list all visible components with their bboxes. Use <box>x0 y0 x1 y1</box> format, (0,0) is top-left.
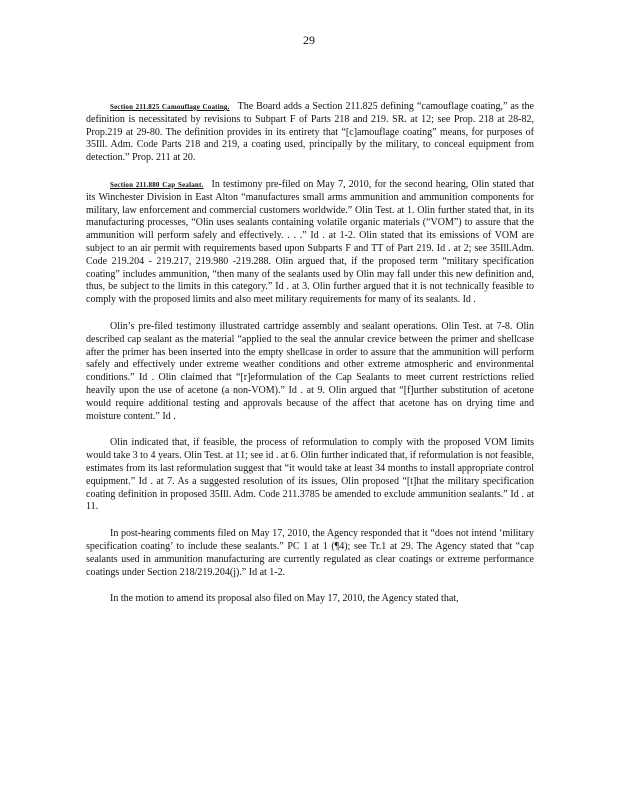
section-heading-211-825: Section 211.825 Camouflage Coating. <box>110 103 230 111</box>
page-number: 29 <box>303 33 315 47</box>
paragraph-camouflage-coating <box>86 101 534 165</box>
paragraph-agency-motion <box>86 593 534 606</box>
section-heading-211-880: Section 211.880 Cap Sealant. <box>110 180 204 189</box>
paragraph-olin-reformulation <box>86 437 534 514</box>
paragraph-text: In the motion to amend its proposal also filed on May 17, 2010, the Agency stated that, <box>110 593 459 605</box>
paragraph-text: Olin indicated that, if feasible, the process of reformulation to comply with the proposed VOM limits would take 3 to 4 years. Olin Test. at 11; see id . at 6. Olin further indicated that, if reformulation is not feasible, estimates from its last reformulation suggest that “it would take at least 34 months to install appropriate control equipment.” Id . at 7. As a suggested resolution of its issues, Olin proposed “[t]hat the military specification coating definition in proposed 35Ill. Adm. Code 211.3785 be amended to exclude ammunition sealants.” Id . at 11. <box>86 437 534 513</box>
paragraph-agency-comments <box>86 528 534 579</box>
document-body <box>86 101 534 620</box>
paragraph-text: Olin’s pre-filed testimony illustrated cartridge assembly and sealant operations. Olin Test. at 7-8. Olin described cap sealant as the material “applied to the seal the annular crevice between the primer and shellcase after the primer has been inserted into the empty shellcase in order to assure that the ammunition will perform safely and effectively under extreme weather conditions and other extreme atmospheric and environmental conditions.” Id . Olin claimed that “[r]eformulation of the Cap Sealants to meet current restrictions relied heavily upon the use of acetone (a non-VOM).” Id . at 9. Olin argued that “[f]urther substitution of acetone would require additional testing and approvals because of the affect that acetone has on drying time and moisture content.” Id . <box>86 320 534 422</box>
paragraph-text: In testimony pre-filed on May 7, 2010, for the second hearing, Olin stated that its Winchester Division in East Alton “manufactures small arms ammunition and ammunition components for military, law enforcement and commercial customers worldwide.” Olin Test. at 1. Olin further stated that, in its manufacturing processes, “Olin uses sealants containing volatile organic materials (“VOM”) to assure that the ammunition will perform safely and effectively. . . .” Id . at 1-2. Olin stated that its emissions of VOM are subject to an air permit with requirements based upon Subparts F and TT of Part 219. Id . at 2; see 35Ill.Adm. Code 219.204 - 219.217, 219.980 -219.288. Olin argued that, if the proposed term “military specification coating” includes ammunition, “then many of the sealants used by Olin may fall under this new definition and, thus, be subject to the limits in this category.” Id . at 3. Olin further argued that it is not technically feasible to comply with the proposed limits and also meet military requirements for many of its sealants. Id . <box>86 178 534 306</box>
paragraph-text: In post-hearing comments filed on May 17, 2010, the Agency responded that it “does not intend ‘military specification coating’ to include these sealants.” PC 1 at 1 (¶4); see Tr.1 at 29. The Agency stated that “cap sealants used in ammunition manufacturing are currently regulated as clear coatings or extreme performance coatings under Section 218/219.204(j).” Id at 1-2. <box>86 528 534 578</box>
paragraph-text: The Board adds a Section 211.825 defining “camouflage coating,” as the definition is necessitated by revisions to Subpart F of Parts 218 and 219. SR. at 12; see Prop. 218 at 28-82, Prop.219 at 29-80. The definition provides in its entirety that “[c]amouflage coating” means, for purposes of 35Ill. Adm. Code Parts 218 and 219, a coating used, principally by the military, to conceal equipment from detection.” Prop. 211 at 20. <box>86 101 534 164</box>
paragraph-cap-sealant <box>86 179 534 307</box>
paragraph-olin-testimony <box>86 321 534 423</box>
